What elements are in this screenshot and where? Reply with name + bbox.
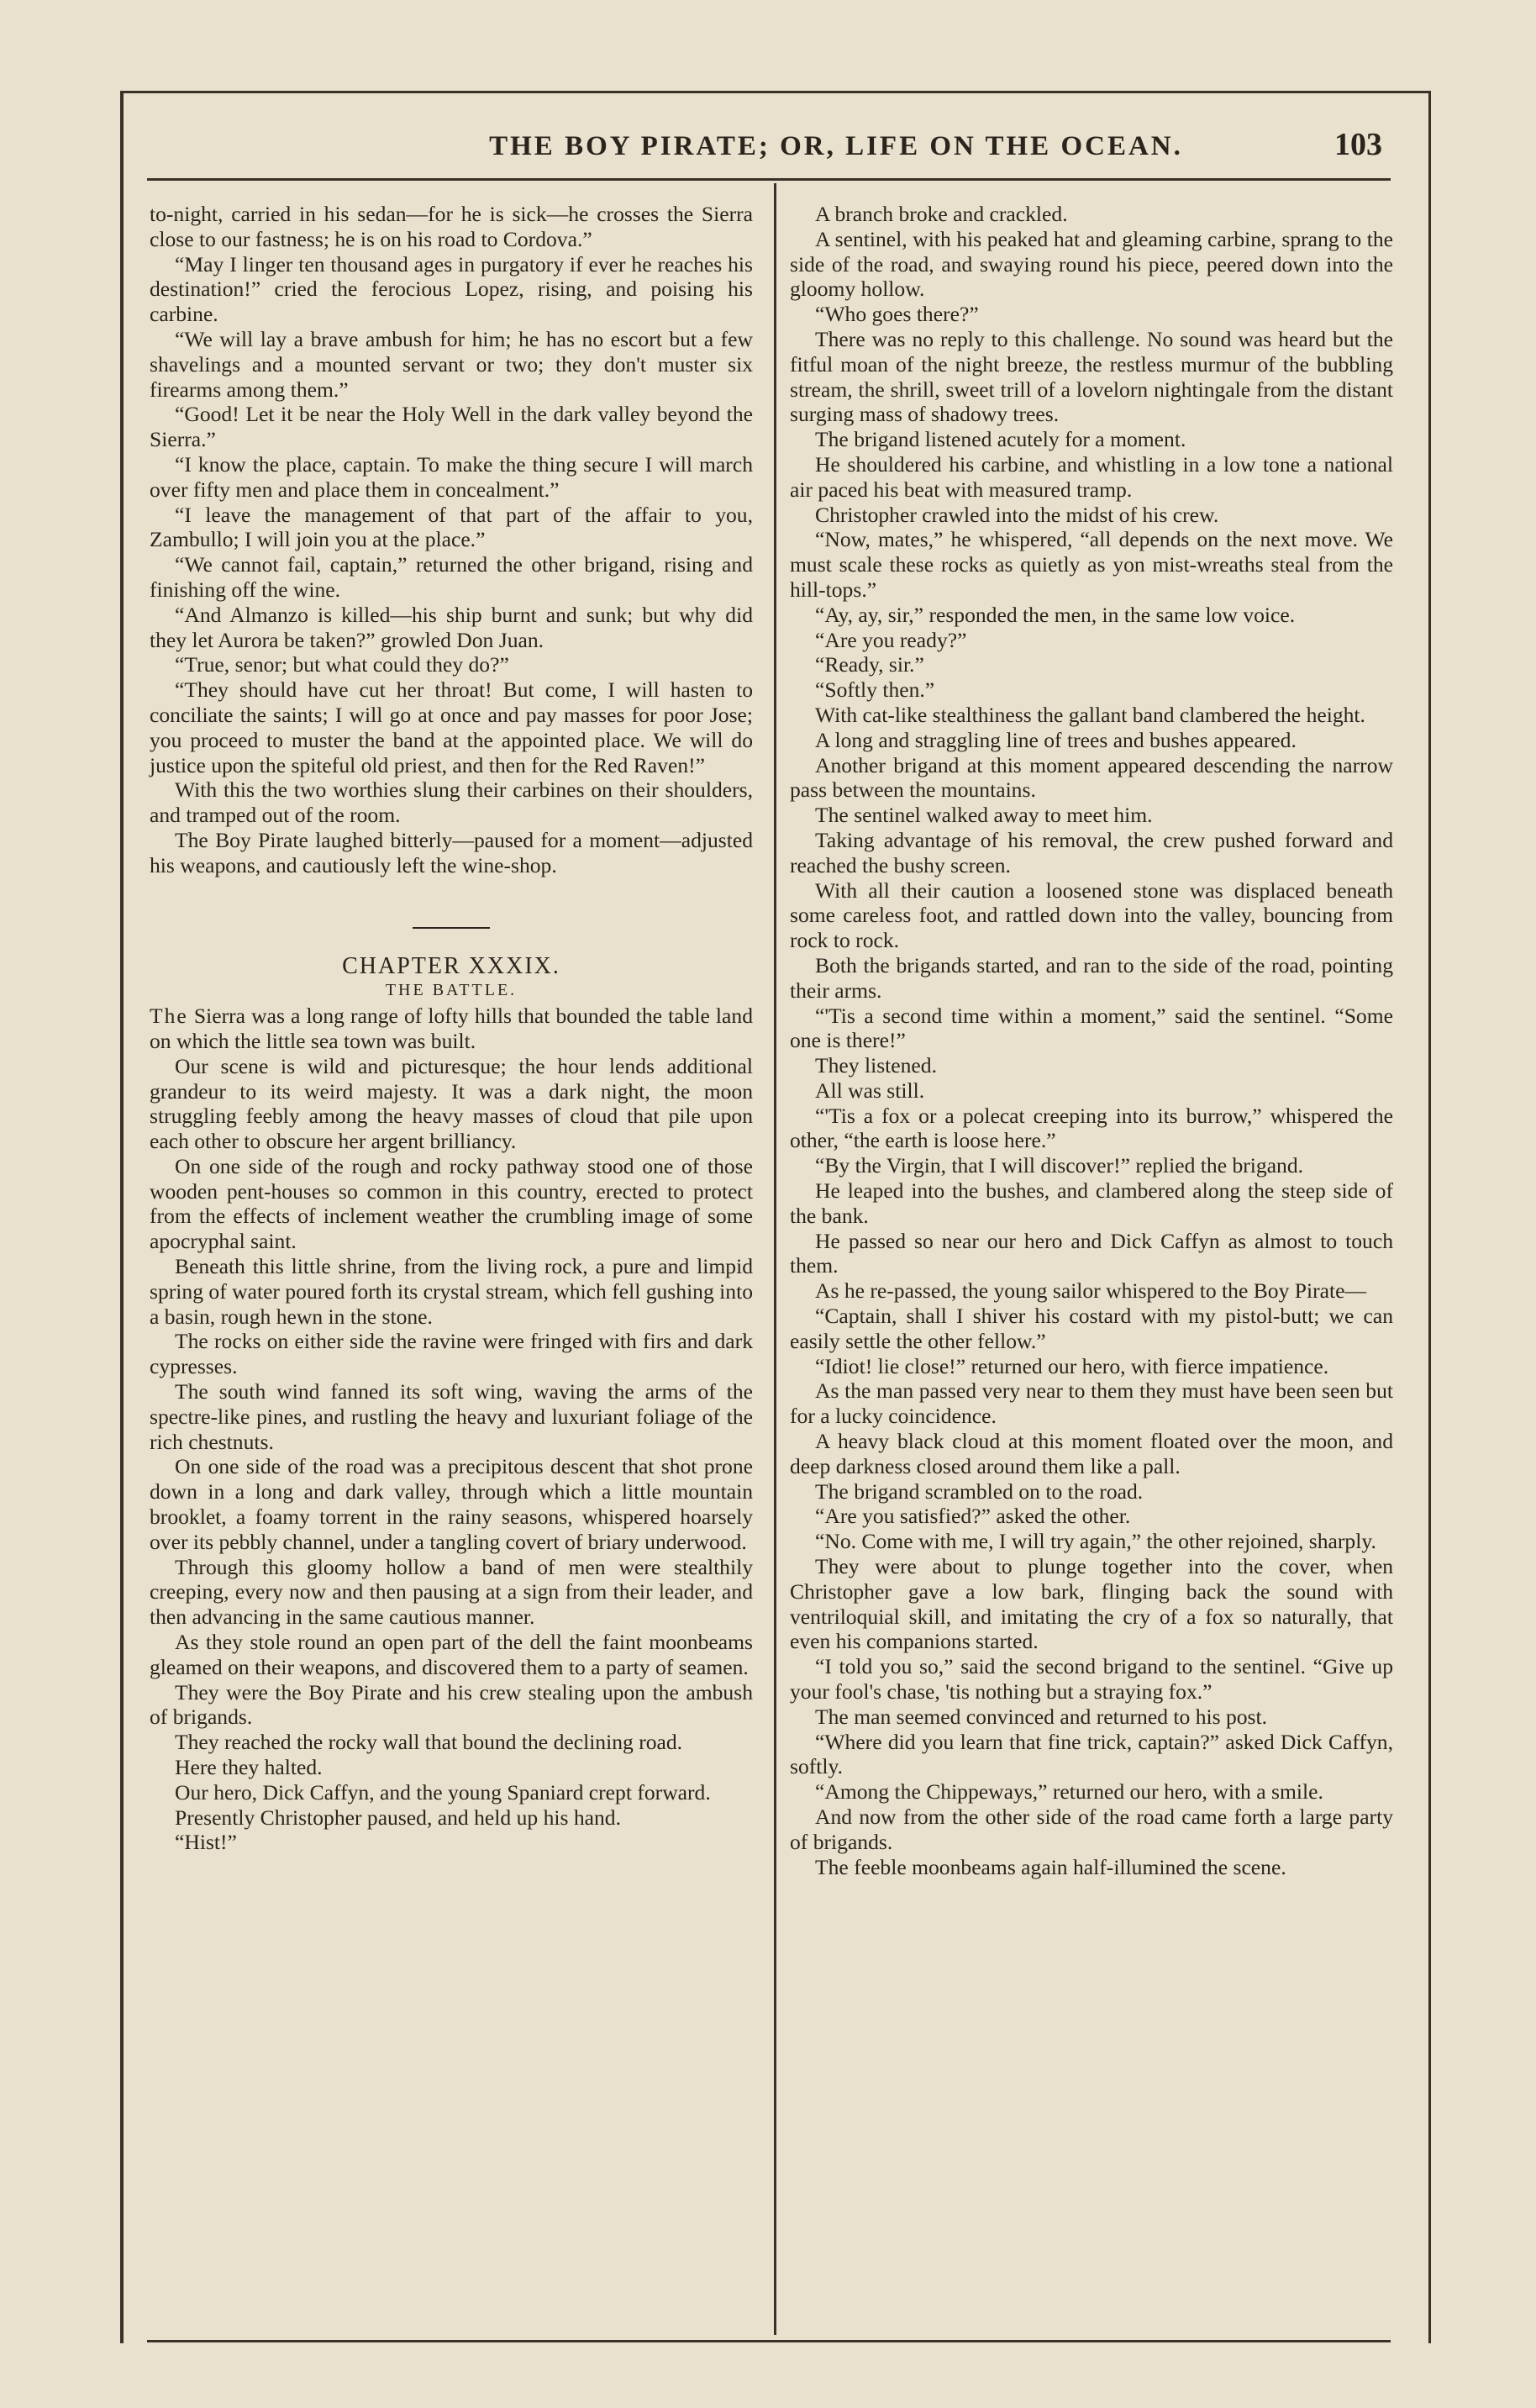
paragraph: “Where did you learn that fine trick, captain?” asked Dick Caffyn, softly.	[790, 1729, 1393, 1779]
paragraph: “And Almanzo is killed—his ship burnt and sunk; but why did they let Aurora be taken?” growled Don Juan.	[150, 602, 753, 652]
paragraph: A long and straggling line of trees and bushes appeared.	[815, 727, 1297, 752]
paragraph: “Are you ready?”	[815, 627, 967, 652]
opening-text: Sierra was a long range of lofty hills that bounded the table land on which the little sea town was built.	[150, 1004, 753, 1053]
paragraph: “Softly then.”	[815, 677, 935, 703]
right-column	[790, 202, 1393, 1879]
paragraph: Our hero, Dick Caffyn, and the young Spaniard crept forward.	[175, 1779, 711, 1805]
paragraph: “Now, mates,” he whispered, “all depends on the next move. We must scale these rocks as quietly as yon mist-wreaths steal from the hill-tops.”	[790, 527, 1393, 602]
paragraph: They were about to plunge together into the cover, when Christopher gave a low bark, flinging back the sound with ventriloquial skill, and imitating the cry of a fox so naturally, that even his companions started.	[790, 1554, 1393, 1654]
bottom-rule	[147, 2340, 1391, 2342]
chapter-subtitle: THE BATTLE.	[385, 981, 518, 1000]
running-head	[147, 126, 1391, 171]
paragraph: “I told you so,” said the second brigand to the sentinel. “Give up your fool's chase, 'tis nothing but a straying fox.”	[790, 1654, 1393, 1705]
paragraph: A branch broke and crackled.	[815, 202, 1068, 226]
paragraph: Through this gloomy hollow a band of men were stealthily creeping, every now and then pausing at a sign from their leader, and then advancing in the same cautious manner.	[150, 1554, 753, 1630]
paragraph: “Captain, shall I shiver his costard with my pistol-butt; we can easily settle the other fellow.”	[790, 1304, 1393, 1353]
paragraph: The sentinel walked away to meet him.	[815, 803, 1153, 828]
paragraph: All was still.	[815, 1078, 925, 1103]
paragraph: There was no reply to this challenge. No sound was heard but the fitful moan of the night breeze, the restless murmur of the bubbling stream, the shrill, sweet trill of a lovelorn nightingale from the distant surging mass of shadowy trees.	[790, 326, 1393, 427]
paragraph: Both the brigands started, and ran to the side of the road, pointing their arms.	[790, 952, 1393, 1003]
paragraph: “Ready, sir.”	[815, 652, 924, 677]
paragraph: “I know the place, captain. To make the thing secure I will march over fifty men and place them in concealment.”	[150, 451, 753, 502]
paragraph: Presently Christopher paused, and held up his hand.	[175, 1805, 621, 1830]
paragraph: “'Tis a fox or a polecat creeping into its burrow,” whispered the other, “the earth is loose here.”	[790, 1103, 1393, 1153]
paragraph: He shouldered his carbine, and whistling in a low tone a national air paced his beat with measured tramp.	[790, 451, 1393, 502]
paragraph: “We cannot fail, captain,” returned the other brigand, rising and finishing off the wine.	[150, 552, 753, 602]
paragraph: Christopher crawled into the midst of his crew.	[815, 502, 1219, 527]
paragraph: “They should have cut her throat! But come, I will hasten to conciliate the saints; I will go at once and pay masses for poor Jose; you proceed to muster the band at the appointed place. We will do justice upon the spiteful old priest, and then for the Red Raven!”	[150, 677, 753, 777]
paragraph: “Good! Let it be near the Holy Well in the dark valley beyond the Sierra.”	[150, 402, 753, 452]
paragraph: “By the Virgin, that I will discover!” replied the brigand.	[815, 1153, 1304, 1178]
paragraph: They were the Boy Pirate and his crew stealing upon the ambush of brigands.	[150, 1679, 753, 1730]
section-separator	[413, 927, 490, 929]
paragraph: The Boy Pirate laughed bitterly—paused for a moment—adjusted his weapons, and cautiously left the wine-shop.	[150, 827, 753, 877]
paragraph: The brigand scrambled on to the road.	[815, 1478, 1144, 1504]
paragraph: The south wind fanned its soft wing, waving the arms of the spectre-like pines, and rustling the heavy and luxuriant foliage of the rich chestnuts.	[150, 1379, 753, 1454]
opening-word: The	[150, 1004, 188, 1029]
running-title: THE BOY PIRATE; OR, LIFE ON THE OCEAN.	[489, 131, 1183, 161]
paragraph: A heavy black cloud at this moment floated over the moon, and deep darkness closed around them like a pall.	[790, 1429, 1393, 1478]
paragraph: Beneath this little shrine, from the living rock, a pure and limpid spring of water poured forth its crystal stream, which fell gushing into a basin, rough hewn in the stone.	[150, 1254, 753, 1329]
paragraph: With this the two worthies slung their carbines on their shoulders, and tramped out of the room.	[150, 777, 753, 828]
column-divider	[774, 183, 776, 2335]
paragraph: “May I linger ten thousand ages in purgatory if ever he reaches his destination!” cried the ferocious Lopez, rising, and poising his carbine.	[150, 251, 753, 327]
chapter-opening-paragraph	[150, 1004, 753, 1054]
paragraph: “Idiot! lie close!” returned our hero, with fierce impatience.	[815, 1353, 1329, 1378]
left-column	[150, 202, 753, 1855]
paragraph: With cat-like stealthiness the gallant band clambered the height.	[815, 702, 1365, 727]
paragraph: They reached the rocky wall that bound the declining road.	[175, 1730, 683, 1755]
paragraph: He passed so near our hero and Dick Caffyn as almost to touch them.	[790, 1228, 1393, 1278]
paragraph: As they stole round an open part of the dell the faint moonbeams gleamed on their weapons, and discovered them to a party of seamen.	[150, 1630, 753, 1679]
paragraph: “Among the Chippeways,” returned our hero, with a smile.	[815, 1779, 1323, 1805]
paragraph: “Who goes there?”	[815, 302, 979, 327]
paragraph: The feeble moonbeams again half-illumined the scene.	[815, 1854, 1286, 1879]
paragraph: Our scene is wild and picturesque; the hour lends additional grandeur to its weird majesty. It was a dark night, the moon struggling feebly among the heavy masses of cloud that pile upon each other to obscure her argent brilliancy.	[150, 1053, 753, 1154]
paragraph: “'Tis a second time within a moment,” said the sentinel. “Some one is there!”	[790, 1003, 1393, 1053]
paragraph: “True, senor; but what could they do?”	[175, 652, 509, 677]
paragraph: The rocks on either side the ravine were fringed with firs and dark cypresses.	[150, 1329, 753, 1379]
page-number: 103	[1334, 127, 1382, 162]
paragraph: On one side of the road was a precipitous descent that shot prone down in a long and dark valley, through which a little mountain brooklet, a foamy torrent in the rainy seasons, whispered hoarsely over its pebbly channel, under a tangling covert of briary underwood.	[150, 1454, 753, 1554]
paragraph: “Hist!”	[175, 1830, 237, 1855]
paragraph: As the man passed very near to them they must have been seen but for a lucky coincidence.	[790, 1378, 1393, 1429]
chapter-title: CHAPTER XXXIX.	[342, 952, 560, 979]
paragraph: As he re-passed, the young sailor whispered to the Boy Pirate—	[815, 1278, 1367, 1304]
paragraph: to-night, carried in his sedan—for he is sick—he crosses the Sierra close to our fastness; he is on his road to Cordova.”	[150, 202, 753, 251]
paragraph: Taking advantage of his removal, the crew pushed forward and reached the bushy screen.	[790, 827, 1393, 877]
paragraph: A sentinel, with his peaked hat and gleaming carbine, sprang to the side of the road, and swaying round his piece, peered down into the gloomy hollow.	[790, 226, 1393, 302]
paragraph: On one side of the rough and rocky pathway stood one of those wooden pent-houses so common in this country, erected to protect from the effects of inclement weather the crumbling image of some apocryphal saint.	[150, 1153, 753, 1254]
paragraph: Here they halted.	[175, 1755, 323, 1780]
paragraph: “We will lay a brave ambush for him; he has no escort but a few shavelings and a mounted servant or two; they don't muster six firearms among them.”	[150, 326, 753, 402]
paragraph: “Are you satisfied?” asked the other.	[815, 1504, 1131, 1529]
top-rule	[120, 91, 1431, 93]
paragraph: The brigand listened acutely for a moment.	[815, 427, 1186, 452]
paragraph: And now from the other side of the road came forth a large party of brigands.	[790, 1805, 1393, 1854]
paragraph: He leaped into the bushes, and clambered along the steep side of the bank.	[790, 1178, 1393, 1228]
header-rule	[147, 178, 1391, 181]
paragraph: Another brigand at this moment appeared descending the narrow pass between the mountains.	[790, 752, 1393, 803]
paragraph: With all their caution a loosened stone was displaced beneath some careless foot, and rattled down into the valley, bouncing from rock to rock.	[790, 877, 1393, 953]
paragraph: “Ay, ay, sir,” responded the men, in the same low voice.	[815, 602, 1296, 627]
paragraph: They listened.	[815, 1053, 937, 1078]
paragraph: “No. Come with me, I will try again,” the other rejoined, sharply.	[815, 1529, 1376, 1554]
paragraph: “I leave the management of that part of the affair to you, Zambullo; I will join you at the place.”	[150, 502, 753, 552]
paragraph: The man seemed convinced and returned to his post.	[815, 1704, 1268, 1729]
